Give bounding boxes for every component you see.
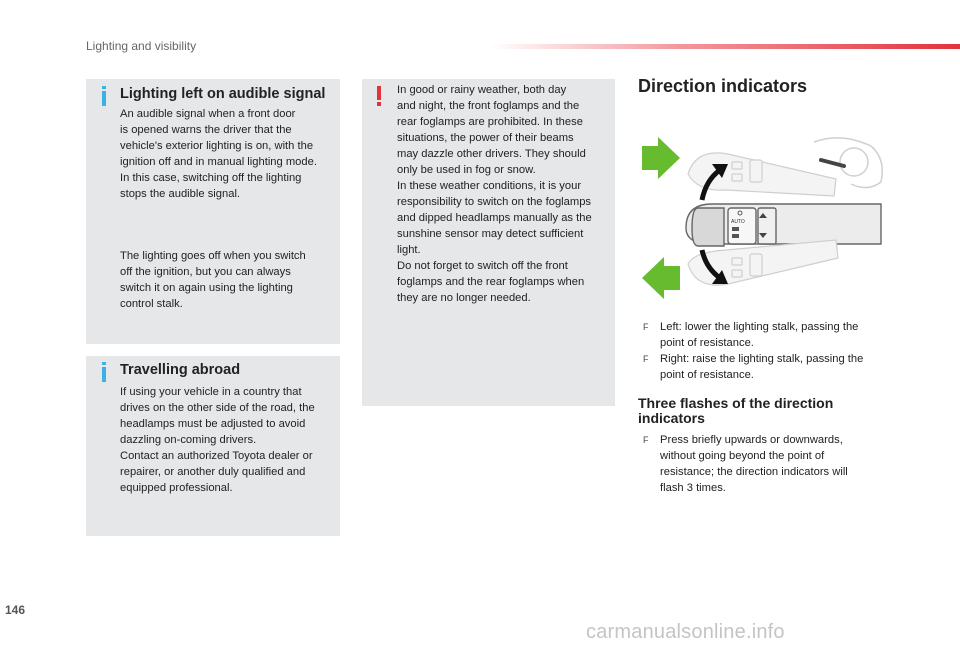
left-arrow-icon	[642, 257, 680, 299]
info-icon	[102, 362, 106, 382]
travelling-abroad-heading: Travelling abroad	[120, 362, 241, 378]
stalk-raised-icon	[688, 153, 836, 196]
watermark: carmanualsonline.info	[586, 621, 785, 643]
page-number: 146	[5, 603, 26, 617]
audible-signal-text: An audible signal when a front door is opened warns the driver that the vehicle's exterior lighting is on, with the ignition off and in manual lighting mode. In this case, switching off the lighting stops the audible signal.	[120, 108, 317, 200]
bullet-left	[643, 319, 910, 351]
bullet-right	[643, 351, 910, 383]
lighting-stalk-illustration	[636, 134, 886, 304]
bullet-marker: F	[643, 354, 649, 364]
three-flashes-heading: Three flashes of the direction indicators	[638, 395, 834, 426]
travelling-abroad-text: If using your vehicle in a country that drives on the other side of the road, the headlamps must be adjusted to avoid dazzling on-coming drivers. Contact an authorized Toyota dealer or repairer, or another duly qualified and equipped professional.	[120, 386, 315, 494]
bullet-right-text: Right: raise the lighting stalk, passing the point of resistance.	[660, 353, 864, 381]
audible-signal-heading: Lighting left on audible signal	[120, 86, 326, 102]
direction-indicators-heading: Direction indicators	[638, 76, 808, 96]
section-title: Lighting and visibility	[86, 39, 197, 53]
auto-label: AUTO	[731, 219, 745, 225]
bullet-marker: F	[643, 435, 649, 445]
bullet-left-text: Left: lower the lighting stalk, passing the point of resistance.	[660, 321, 859, 349]
foglamp-warning-text: In good or rainy weather, both day and night, the front foglamps and the rear foglamps are prohibited. In these situations, the power of their beams may dazzle other drivers. They should only be used in fog or snow. In these weather conditions, it is your responsibility to switch on the foglamps and dipped headlamps manually as the sunshine sensor may detect sufficient light. Do not forget to switch off the front foglamps and the rear foglamps when they are no longer needed.	[397, 84, 592, 304]
bullet-three-flashes	[643, 432, 910, 496]
header-accent-line	[490, 44, 960, 49]
bullet-marker: F	[643, 322, 649, 332]
stalk-neutral-icon	[686, 204, 881, 246]
info-icon	[102, 86, 106, 106]
right-arrow-icon	[642, 137, 680, 179]
three-flashes-text: Press briefly upwards or downwards, without going beyond the point of resistance; the direction indicators will flash 3 times.	[660, 434, 848, 494]
lighting-off-text: The lighting goes off when you switch off the ignition, but you can always switch it on again using the lighting control stalk.	[120, 250, 306, 310]
stalk-lowered-icon	[688, 240, 838, 285]
warning-icon	[377, 86, 381, 106]
